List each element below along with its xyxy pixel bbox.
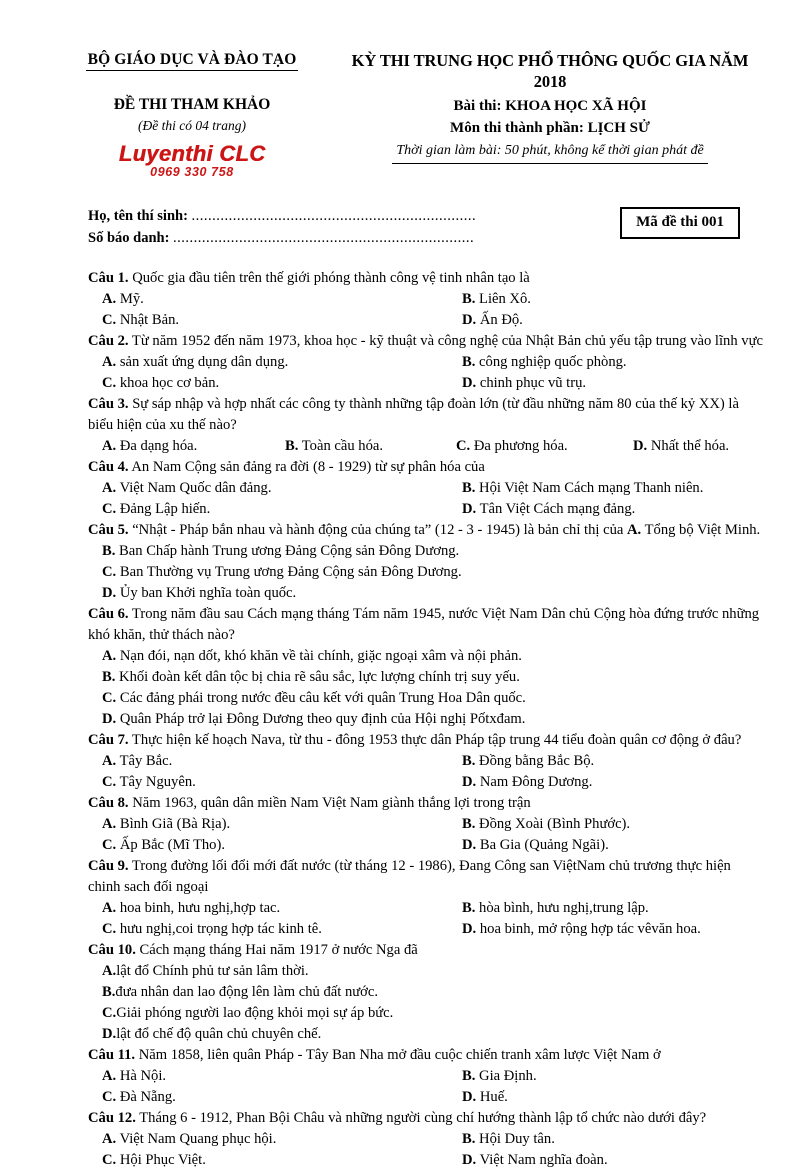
- option-text: hòa bình, hưu nghị,trung lập.: [475, 899, 649, 916]
- option-row: [88, 1024, 764, 1045]
- option-text: Nhật Bản.: [116, 311, 180, 328]
- option-text: Nhất thể hóa.: [647, 437, 730, 454]
- option-row: [88, 289, 764, 310]
- question-stem: [88, 268, 764, 289]
- option-a[interactable]: [88, 961, 764, 982]
- option-row: [88, 688, 764, 709]
- exam-duration: Thời gian làm bài: 50 phút, không kể thời gian phát đề: [392, 142, 707, 163]
- option-row: [88, 835, 764, 856]
- option-row: [88, 373, 764, 394]
- option-text: Tổng bộ Việt Minh.: [641, 521, 761, 538]
- exam-page-count: (Đề thi có 04 trang): [138, 117, 246, 133]
- option-row: [88, 772, 764, 793]
- candidate-name-label: Họ, tên thí sinh:: [88, 207, 188, 224]
- option-text: Việt Nam Quang phục hội.: [116, 1130, 277, 1147]
- question-stem: [88, 331, 764, 352]
- option-text: Tân Việt Cách mạng đảng.: [476, 500, 636, 517]
- logo: [42, 143, 342, 179]
- option-d[interactable]: [436, 1150, 756, 1171]
- option-letter: A.: [102, 815, 117, 832]
- option-letter: C.: [102, 500, 117, 517]
- option-text: đưa nhân dan lao động lên làm chủ đất nước.: [115, 983, 379, 1000]
- option-letter: B.: [285, 437, 299, 454]
- option-a[interactable]: [88, 1066, 436, 1087]
- option-text: Hà Nội.: [116, 1067, 167, 1084]
- option-row: [88, 751, 764, 772]
- option-d[interactable]: [595, 436, 764, 457]
- option-c[interactable]: [88, 688, 764, 709]
- option-row: [88, 499, 764, 520]
- option-row: [88, 541, 764, 562]
- option-letter: D.: [462, 374, 477, 391]
- option-row: [88, 1003, 764, 1024]
- option-letter: D.: [102, 710, 117, 727]
- question-block: [88, 268, 764, 331]
- option-letter: B.: [462, 353, 476, 370]
- option-text: Việt Nam Quốc dân đảng.: [116, 479, 272, 496]
- question-block: [88, 331, 764, 394]
- option-letter: A.: [102, 437, 117, 454]
- question-number: Câu 9.: [88, 857, 129, 874]
- option-c[interactable]: [88, 919, 436, 940]
- page-header: [0, 0, 800, 179]
- option-letter: A.: [102, 752, 117, 769]
- option-row: [88, 310, 764, 331]
- option-row: [88, 667, 764, 688]
- option-text: Tây Bắc.: [116, 752, 173, 769]
- option-a[interactable]: [88, 814, 436, 835]
- option-row: [88, 1129, 764, 1150]
- question-stem: [88, 457, 764, 478]
- option-d[interactable]: [88, 1024, 764, 1045]
- option-text: Ấp Bắc (Mĩ Tho).: [116, 836, 225, 853]
- option-text: Đa phương hóa.: [470, 437, 568, 454]
- option-text: Huế.: [476, 1088, 508, 1105]
- logo-phone-number: 0969 330 758: [150, 165, 234, 180]
- option-letter: A.: [102, 290, 117, 307]
- question-block: [88, 940, 764, 1045]
- option-c[interactable]: [88, 373, 436, 394]
- question-stem: [88, 856, 764, 898]
- option-row: [88, 961, 764, 982]
- option-letter: D.: [633, 437, 648, 454]
- option-letter: A.: [102, 1130, 117, 1147]
- option-text: Ban Chấp hành Trung ương Đảng Cộng sản Đông Dương.: [115, 542, 460, 559]
- question-text: “Nhật - Pháp bắn nhau và hành động của chúng ta” (12 - 3 - 1945) là bản chỉ thị của: [128, 521, 624, 538]
- header-left-block: [42, 46, 342, 179]
- question-text: Tháng 6 - 1912, Phan Bội Châu và những người cùng chí hướng thành lập tổ chức nào dưới đây?: [135, 1109, 707, 1126]
- ministry-title: BỘ GIÁO DỤC VÀ ĐÀO TẠO: [86, 50, 299, 71]
- question-number: Câu 3.: [88, 395, 129, 412]
- option-text: hoa binh, mở rộng hợp tác vêvăn hoa.: [476, 920, 701, 937]
- question-number: Câu 5.: [88, 521, 129, 538]
- option-text: Đà Nẵng.: [116, 1088, 176, 1105]
- question-number: Câu 11.: [88, 1046, 136, 1063]
- option-letter: C.: [102, 773, 117, 790]
- option-b[interactable]: [436, 1066, 756, 1087]
- option-letter: D.: [102, 1025, 117, 1042]
- option-letter: B.: [462, 815, 476, 832]
- candidate-name-input[interactable]: .....................................................................: [191, 207, 477, 224]
- option-a[interactable]: [88, 478, 436, 499]
- option-letter: D.: [462, 500, 477, 517]
- option-letter: B.: [102, 542, 116, 559]
- option-d[interactable]: [436, 919, 756, 940]
- option-c[interactable]: [88, 772, 436, 793]
- question-block: [88, 520, 764, 604]
- candidate-info-section: [0, 205, 800, 250]
- option-row: [88, 814, 764, 835]
- option-b[interactable]: [436, 814, 756, 835]
- option-text: hưu nghị,coi trọng hợp tác kinh tê.: [116, 920, 322, 937]
- option-text: Mỹ.: [116, 290, 144, 307]
- option-text: Liên Xô.: [475, 290, 531, 307]
- option-a[interactable]: [88, 436, 257, 457]
- option-letter: B.: [102, 983, 116, 1000]
- question-block: [88, 394, 764, 457]
- question-block: [88, 1045, 764, 1108]
- option-letter: D.: [462, 836, 477, 853]
- option-text: Bình Giã (Bà Rịa).: [116, 815, 231, 832]
- option-letter: D.: [462, 311, 477, 328]
- question-stem: [88, 394, 764, 436]
- question-stem: [88, 793, 764, 814]
- candidate-sbd-input[interactable]: .........................................................................: [173, 230, 475, 247]
- option-text: hoa binh, hưu nghị,hợp tac.: [116, 899, 281, 916]
- option-row: [88, 646, 764, 667]
- option-text: Quân Pháp trở lại Đông Dương theo quy định của Hội nghị Pốtxđam.: [116, 710, 526, 727]
- candidate-fields: [88, 205, 620, 250]
- question-block: [88, 457, 764, 520]
- question-stem: [88, 1108, 764, 1129]
- question-text: Từ năm 1952 đến năm 1973, khoa học - kỹ thuật và công nghệ của Nhật Bản chủ yếu tập trung vào lĩnh vực: [128, 332, 763, 349]
- option-row: [88, 562, 764, 583]
- option-letter: D.: [462, 1088, 477, 1105]
- option-a[interactable]: [88, 352, 436, 373]
- exam-type-label: ĐỀ THI THAM KHẢO: [113, 96, 271, 114]
- option-text: Khối đoàn kết dân tộc bị chia rẽ sâu sắc, lực lượng chính trị suy yếu.: [115, 668, 520, 685]
- option-d[interactable]: [88, 583, 764, 604]
- option-b[interactable]: [436, 289, 756, 310]
- option-text: Việt Nam nghĩa đoàn.: [476, 1151, 608, 1168]
- option-text: lật đổ Chính phủ tư sản lâm thời.: [116, 962, 309, 979]
- option-b[interactable]: [436, 898, 756, 919]
- option-row: [88, 709, 764, 730]
- option-letter: B.: [462, 479, 476, 496]
- option-letter: D.: [462, 920, 477, 937]
- option-row: [88, 982, 764, 1003]
- option-row: [88, 1087, 764, 1108]
- option-text: công nghiệp quốc phòng.: [475, 353, 627, 370]
- question-number: Câu 10.: [88, 941, 136, 958]
- option-text: Đồng Xoài (Bình Phước).: [475, 815, 631, 832]
- option-b[interactable]: [436, 352, 756, 373]
- option-letter: A.: [102, 1067, 117, 1084]
- question-number: Câu 7.: [88, 731, 129, 748]
- option-letter: C.: [456, 437, 471, 454]
- option-text: chinh phục vũ trụ.: [476, 374, 587, 391]
- question-text: Sự sáp nhập và hợp nhất các công ty thành những tập đoàn lớn (từ đầu những năm 80 của thế kỷ XX) là biểu hiện của xu thế nào?: [88, 395, 739, 433]
- question-text: Trong năm đầu sau Cách mạng tháng Tám năm 1945, nước Việt Nam Dân chủ Cộng hòa đứng trước những khó khăn, thử thách nào?: [88, 605, 760, 643]
- option-letter: C.: [102, 374, 117, 391]
- option-d[interactable]: [436, 835, 756, 856]
- option-a[interactable]: [88, 289, 436, 310]
- option-row: [88, 898, 764, 919]
- option-letter: B.: [462, 1130, 476, 1147]
- option-b[interactable]: [88, 541, 764, 562]
- question-text: Quốc gia đầu tiên trên thế giới phóng thành công vệ tinh nhân tạo là: [128, 269, 530, 286]
- question-stem: [88, 730, 764, 751]
- option-text: Các đảng phái trong nước đều câu kết với quân Trung Hoa Dân quốc.: [116, 689, 526, 706]
- subject-group: Bài thi: KHOA HỌC XÃ HỘI: [453, 97, 647, 114]
- option-a[interactable]: [88, 1129, 436, 1150]
- option-text: Toàn cầu hóa.: [298, 437, 384, 454]
- option-letter: C.: [102, 1088, 117, 1105]
- option-letter: C.: [102, 311, 117, 328]
- question-number: Câu 4.: [88, 458, 129, 475]
- question-stem: [88, 604, 764, 646]
- option-c[interactable]: [88, 1150, 436, 1171]
- option-letter: C.: [102, 836, 117, 853]
- option-a[interactable]: [88, 646, 764, 667]
- option-inline[interactable]: [623, 522, 760, 538]
- option-letter: C.: [102, 563, 117, 580]
- question-block: [88, 604, 764, 730]
- option-text: Ấn Độ.: [476, 311, 523, 328]
- option-letter: A.: [102, 479, 117, 496]
- option-text: Nạn đói, nạn dốt, khó khăn về tài chính, giặc ngoại xâm và nội phản.: [116, 647, 522, 664]
- subject-name: Môn thi thành phần: LỊCH SỬ: [450, 120, 650, 137]
- question-number: Câu 1.: [88, 269, 129, 286]
- question-block: [88, 1108, 764, 1171]
- option-text: khoa học cơ bản.: [116, 374, 220, 391]
- candidate-sbd-row: [88, 227, 620, 249]
- option-c[interactable]: [88, 1087, 436, 1108]
- option-letter: B.: [102, 668, 116, 685]
- option-letter: D.: [102, 584, 117, 601]
- option-text: Đảng Lập hiến.: [116, 500, 211, 517]
- option-c[interactable]: [88, 499, 436, 520]
- option-letter: A.: [102, 647, 117, 664]
- option-text: sản xuất ứng dụng dân dụng.: [116, 353, 289, 370]
- option-b[interactable]: [257, 436, 426, 457]
- option-text: Đa dạng hóa.: [116, 437, 198, 454]
- option-text: lật đổ chế độ quân chủ chuyên chế.: [116, 1025, 322, 1042]
- option-b[interactable]: [88, 982, 764, 1003]
- option-d[interactable]: [436, 499, 756, 520]
- option-b[interactable]: [88, 667, 764, 688]
- candidate-name-row: [88, 205, 620, 227]
- option-row: [88, 436, 764, 457]
- option-text: Hội Duy tân.: [475, 1130, 555, 1147]
- option-letter: D.: [462, 1151, 477, 1168]
- question-number: Câu 6.: [88, 605, 129, 622]
- question-text: Năm 1858, liên quân Pháp - Tây Ban Nha mở đầu cuộc chiến tranh xâm lược Việt Nam ở: [135, 1046, 661, 1063]
- question-block: [88, 793, 764, 856]
- exam-title: KỲ THI TRUNG HỌC PHỔ THÔNG QUỐC GIA NĂM 2018: [351, 51, 749, 92]
- question-text: Trong đường lối đổi mới đất nước (từ tháng 12 - 1986), Đang Công san ViệtNam chủ trương thực hiện chinh sach đối ngoại: [88, 857, 731, 895]
- question-text: Cách mạng tháng Hai năm 1917 ở nước Nga đã: [135, 941, 418, 958]
- header-right-block: [342, 46, 758, 164]
- option-letter: D.: [462, 773, 477, 790]
- option-text: Ba Gia (Quảng Ngãi).: [476, 836, 609, 853]
- candidate-sbd-label: Số báo danh:: [88, 230, 170, 247]
- question-stem: [88, 1045, 764, 1066]
- option-letter: C.: [102, 689, 117, 706]
- option-d[interactable]: [436, 1087, 756, 1108]
- option-d[interactable]: [436, 373, 756, 394]
- questions-list: [0, 268, 800, 1171]
- option-c[interactable]: [88, 1003, 764, 1024]
- option-letter: B.: [462, 1067, 476, 1084]
- question-number: Câu 12.: [88, 1109, 136, 1126]
- option-letter: A.: [102, 353, 117, 370]
- option-letter: A.: [102, 899, 117, 916]
- option-a[interactable]: [88, 751, 436, 772]
- option-letter: A.: [102, 962, 117, 979]
- option-c[interactable]: [88, 835, 436, 856]
- option-letter: C.: [102, 920, 117, 937]
- option-text: Đồng bằng Bắc Bộ.: [475, 752, 595, 769]
- option-letter: B.: [462, 899, 476, 916]
- option-text: Ban Thường vụ Trung ương Đảng Cộng sản Đông Dương.: [116, 563, 462, 580]
- option-d[interactable]: [88, 709, 764, 730]
- option-row: [88, 1150, 764, 1171]
- option-text: Hội Việt Nam Cách mạng Thanh niên.: [475, 479, 704, 496]
- option-d[interactable]: [436, 310, 756, 331]
- question-block: [88, 730, 764, 793]
- question-number: Câu 2.: [88, 332, 129, 349]
- question-stem: [88, 940, 764, 961]
- option-c[interactable]: [426, 436, 595, 457]
- option-c[interactable]: [88, 562, 764, 583]
- option-row: [88, 1066, 764, 1087]
- option-letter: A.: [627, 521, 642, 538]
- option-b[interactable]: [436, 751, 756, 772]
- question-text: An Nam Cộng sản đảng ra đời (8 - 1929) từ sự phân hóa của: [128, 458, 485, 475]
- option-text: Giải phóng người lao động khỏi mọi sự áp bức.: [116, 1004, 394, 1021]
- option-row: [88, 478, 764, 499]
- option-a[interactable]: [88, 898, 436, 919]
- question-text: Thực hiện kế hoạch Nava, từ thu - đông 1953 thực dân Pháp tập trung 44 tiểu đoàn quân cơ động ở đâu?: [128, 731, 742, 748]
- logo-brand-text: Luyenthi CLC: [118, 141, 266, 167]
- option-b[interactable]: [436, 1129, 756, 1150]
- question-stem: [88, 520, 764, 541]
- option-c[interactable]: [88, 310, 436, 331]
- option-letter: C.: [102, 1151, 117, 1168]
- option-text: Tây Nguyên.: [116, 773, 196, 790]
- option-d[interactable]: [436, 772, 756, 793]
- option-text: Ủy ban Khởi nghĩa toàn quốc.: [116, 584, 297, 601]
- option-row: [88, 583, 764, 604]
- option-b[interactable]: [436, 478, 756, 499]
- option-letter: C.: [102, 1004, 117, 1021]
- question-block: [88, 856, 764, 940]
- option-letter: B.: [462, 290, 476, 307]
- option-letter: B.: [462, 752, 476, 769]
- option-row: [88, 919, 764, 940]
- option-row: [88, 352, 764, 373]
- option-text: Gia Định.: [475, 1067, 537, 1084]
- question-number: Câu 8.: [88, 794, 129, 811]
- option-text: Nam Đông Dương.: [476, 773, 593, 790]
- exam-code-box: Mã đề thi 001: [620, 207, 740, 239]
- option-text: Hội Phục Việt.: [116, 1151, 206, 1168]
- question-text: Năm 1963, quân dân miền Nam Việt Nam giành thắng lợi trong trận: [128, 794, 531, 811]
